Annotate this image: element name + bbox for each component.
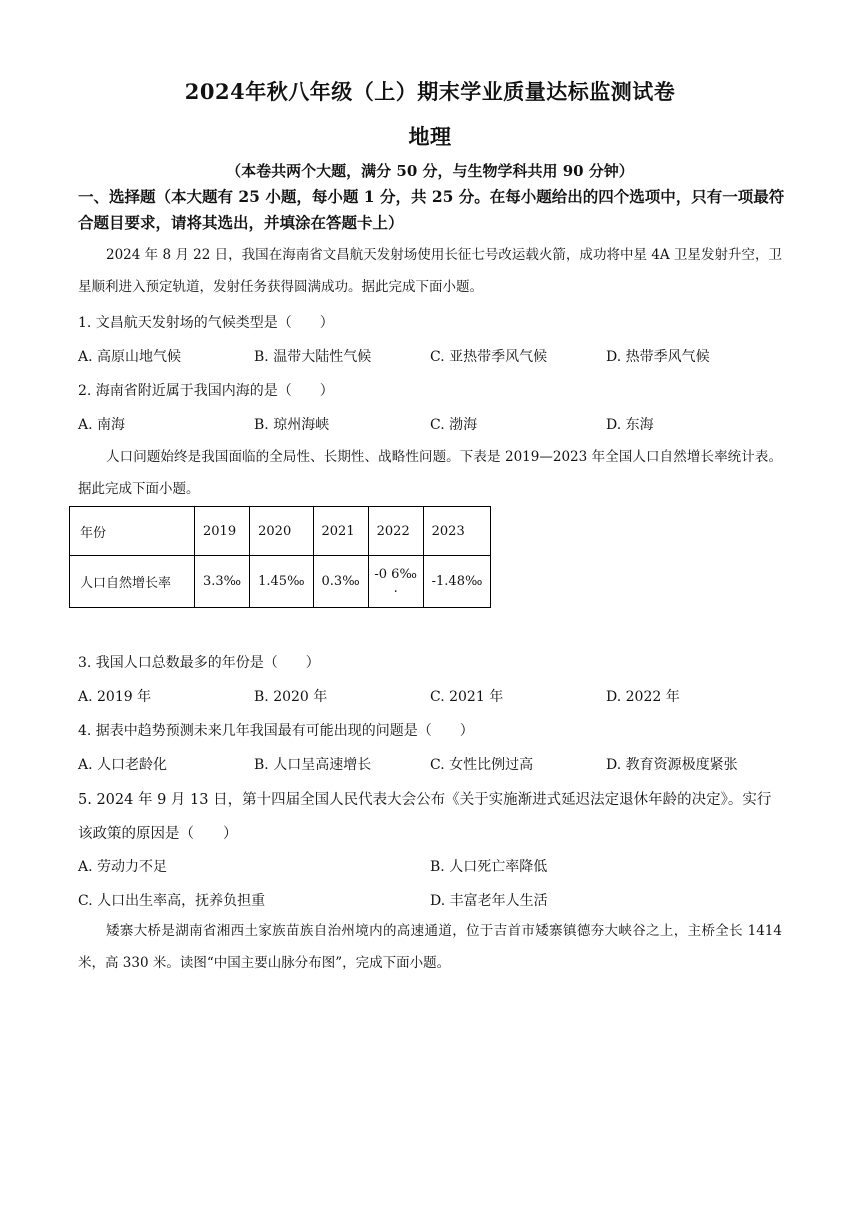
- question-1-stem: 1. 文昌航天发射场的气候类型是（ ）: [78, 315, 334, 331]
- question-5-option-a: A. 劳动力不足: [78, 859, 168, 875]
- question-3-stem: 3. 我国人口总数最多的年份是（ ）: [78, 655, 320, 671]
- question-1-option-d: D. 热带季风气候: [606, 349, 710, 365]
- passage-launch: 2024 年 8 月 22 日，我国在海南省文昌航天发射场使用长征七号改运载火箭，成功将中星 4A 卫星发射升空，卫星顺利进入预定轨道，发射任务获得圆满成功。据此完成下面小题。: [78, 247, 782, 295]
- exam-note: （本卷共两个大题，满分 50 分，与生物学科共用 90 分钟）: [226, 162, 634, 180]
- table-year-cell: 2023: [423, 507, 491, 556]
- table-year-cell: 2022: [368, 507, 423, 556]
- question-4-stem: 4. 据表中趋势预测未来几年我国最有可能出现的问题是（ ）: [78, 723, 474, 739]
- section-heading: 一、选择题（本大题有 25 小题，每小题 1 分，共 25 分。在每小题给出的四个选项中，只有一项最符合题目要求，请将其选出，并填涂在答题卡上）: [78, 187, 785, 232]
- passage-bridge: 矮寨大桥是湖南省湘西土家族苗族自治州境内的高速通道，位于吉首市矮寨镇德夯大峡谷之上，主桥全长 1414 米，高 330 米。读图“中国主要山脉分布图”，完成下面小题。: [78, 923, 782, 971]
- question-2-option-c: C. 渤海: [430, 417, 478, 433]
- table-year-cell: 2019: [195, 507, 250, 556]
- question-4-option-a: A. 人口老龄化: [78, 757, 168, 773]
- question-1-option-b: B. 温带大陆性气候: [254, 349, 372, 365]
- question-4-option-b: B. 人口呈高速增长: [254, 757, 372, 773]
- table-rate-cell: 0.3‰: [313, 556, 368, 608]
- question-1-option-c: C. 亚热带季风气候: [430, 349, 548, 365]
- question-1-option-a: A. 高原山地气候: [78, 349, 182, 365]
- table-header-label: 年份: [70, 507, 195, 556]
- table-rate-cell: [368, 556, 423, 608]
- table-row-label: 人口自然增长率: [70, 556, 195, 608]
- population-growth-table: [69, 506, 491, 608]
- question-4-option-c: C. 女性比例过高: [430, 757, 534, 773]
- question-5-option-b: B. 人口死亡率降低: [430, 859, 548, 875]
- table-header-row: [70, 507, 491, 556]
- question-2-stem: 2. 海南省附近属于我国内海的是（ ）: [78, 383, 334, 399]
- question-5-stem-line1: 5. 2024 年 9 月 13 日，第十四届全国人民代表大会公布《关于实施渐进式延迟法定退休年龄的决定》。实行: [78, 792, 772, 808]
- table-year-cell: 2021: [313, 507, 368, 556]
- table-rate-value: -0 6‰: [374, 566, 417, 582]
- passage-population: 人口问题始终是我国面临的全局性、长期性、战略性问题。下表是 2019—2023 年全国人口自然增长率统计表。据此完成下面小题。: [78, 449, 782, 497]
- question-3-option-b: B. 2020 年: [254, 689, 328, 705]
- exam-title: 2024年秋八年级（上）期末学业质量达标监测试卷: [184, 79, 676, 104]
- question-2-option-a: A. 南海: [78, 417, 126, 433]
- question-5-stem-line2: 该政策的原因是（ ）: [78, 826, 238, 842]
- question-2-option-b: B. 琼州海峡: [254, 417, 330, 433]
- question-3-option-d: D. 2022 年: [606, 689, 680, 705]
- table-rate-dot: .: [393, 580, 398, 596]
- question-2-option-d: D. 东海: [606, 417, 654, 433]
- question-5-option-d: D. 丰富老年人生活: [430, 893, 548, 909]
- table-rate-cell: 1.45‰: [250, 556, 313, 608]
- table-data-row: [70, 556, 491, 608]
- question-4-option-d: D. 教育资源极度紧张: [606, 757, 738, 773]
- question-5-option-c: C. 人口出生率高，抚养负担重: [78, 893, 266, 909]
- question-3-option-c: C. 2021 年: [430, 689, 504, 705]
- table-year-cell: 2020: [250, 507, 313, 556]
- table-rate-cell: 3.3‰: [195, 556, 250, 608]
- subject-title: 地理: [408, 124, 452, 149]
- question-3-option-a: A. 2019 年: [78, 689, 152, 705]
- table-rate-cell: -1.48‰: [423, 556, 491, 608]
